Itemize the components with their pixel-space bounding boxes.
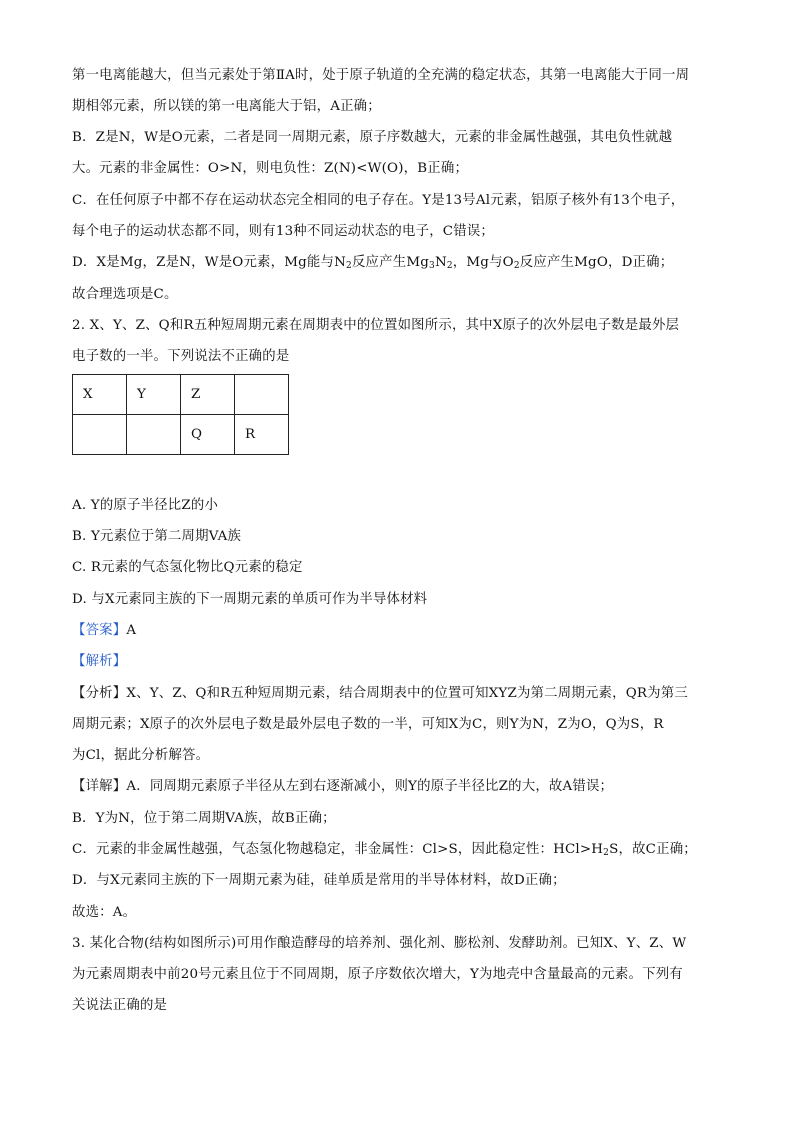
- fenxi-line: 【分析】X、Y、Z、Q和R五种短周期元素，结合周期表中的位置可知XYZ为第二周期元素，QR为第三: [72, 686, 688, 701]
- choose-line: 故选：A。: [72, 905, 137, 920]
- question-3-stem: 3. 某化合物(结构如图所示)可用作酿造酵母的培养剂、强化剂、膨松剂、发酵助剂。已知X、Y、Z、W: [72, 936, 687, 951]
- detail-b: B．Y为N，位于第二周期VA族，故B正确；: [72, 811, 336, 826]
- question-3-stem: 为元素周期表中前20号元素且位于不同周期，原子序数依次增大，Y为地壳中含量最高的元素。下列有: [72, 967, 683, 982]
- answer-value: A: [126, 623, 137, 638]
- conclusion-line: 故合理选项是C。: [72, 287, 178, 302]
- text-line: C．在任何原子中都不存在运动状态完全相同的电子存在。Y是13号Al元素，铝原子核外有13个电子，: [72, 193, 685, 208]
- option-c: C. R元素的气态氢化物比Q元素的稳定: [72, 560, 303, 575]
- table-cell: Z: [181, 375, 235, 415]
- detail-c: C．元素的非金属性越强，气态氢化物越稳定，非金属性：Cl>S，因此稳定性：$HCl>H_2S$，故C正确；: [72, 842, 697, 858]
- text-line: B．Z是N，W是O元素，二者是同一周期元素，原子序数越大，元素的非金属性越强，其电负性就越: [72, 130, 673, 145]
- table-row: [73, 375, 289, 415]
- periodic-table-fragment: [72, 374, 289, 455]
- answer-line: [72, 622, 136, 640]
- question-2-stem: 电子数的一半。下列说法不正确的是: [72, 349, 290, 364]
- option-a: A. Y的原子半径比Z的小: [72, 498, 219, 513]
- text-line: 大。元素的非金属性：O>N，则电负性：Z(N)<W(O)，B正确；: [72, 161, 469, 176]
- text-line: 每个电子的运动状态都不同，则有13种不同运动状态的电子，C错误；: [72, 224, 495, 239]
- xiangjie-tag: 【详解】: [72, 779, 127, 794]
- text-line: 第一电离能越大，但当元素处于第ⅡA时，处于原子轨道的全充满的稳定状态，其第一电离能大于同一周: [72, 68, 690, 83]
- table-row: [73, 415, 289, 455]
- table-cell: Y: [127, 375, 181, 415]
- xiangjie-line: 【详解】A．同周期元素原子半径从左到右逐渐减小，则Y的原子半径比Z的大，故A错误；: [72, 779, 614, 794]
- text-line: 期相邻元素，所以镁的第一电离能大于铝，A正确；: [72, 99, 381, 114]
- analysis-line: [72, 653, 126, 671]
- fenxi-line: 为Cl，据此分析解答。: [72, 748, 210, 763]
- question-3-stem: 关说法正确的是: [72, 998, 168, 1013]
- option-d: D. 与X元素同主族的下一周期元素的单质可作为半导体材料: [72, 592, 428, 607]
- table-cell: R: [235, 415, 289, 455]
- question-2-stem: 2. X、Y、Z、Q和R五种短周期元素在周期表中的位置如图所示，其中X原子的次外层电子数是最外层: [72, 318, 680, 333]
- table-cell: [127, 415, 181, 455]
- table-cell: [73, 415, 127, 455]
- table-cell: [235, 375, 289, 415]
- option-b: B. Y元素位于第二周期VA族: [72, 529, 242, 544]
- fenxi-line: 周期元素；X原子的次外层电子数是最外层电子数的一半，可知X为C，则Y为N，Z为O，Q为S，R: [72, 717, 664, 732]
- analysis-tag: 【解析】: [72, 654, 127, 669]
- fenxi-tag: 【分析】: [72, 686, 127, 701]
- table-cell: Q: [181, 415, 235, 455]
- text-line-d: D．X是Mg，Z是N，W是O元素，Mg能与$N_2$反应产生$Mg_3N_2$，Mg与$O_2$反应产生MgO，D正确；: [72, 255, 674, 271]
- table-cell: X: [73, 375, 127, 415]
- answer-tag: 【答案】: [72, 623, 127, 638]
- detail-d: D．与X元素同主族的下一周期元素为硅，硅单质是常用的半导体材料，故D正确；: [72, 873, 566, 888]
